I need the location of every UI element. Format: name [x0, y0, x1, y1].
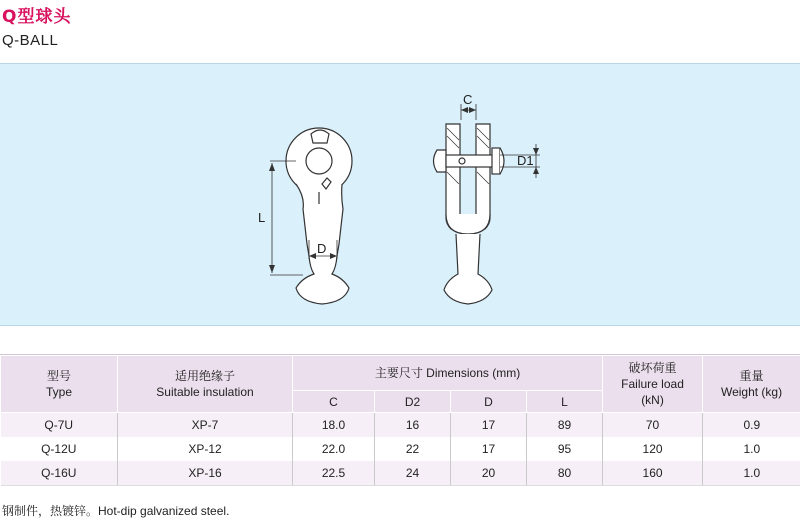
cell-insulation: XP-16 — [118, 461, 293, 486]
clevis-left-jaw — [446, 124, 460, 229]
header-weight: 重量 Weight (kg) — [703, 356, 800, 413]
cell-load: 160 — [603, 461, 703, 486]
cell-type: Q-12U — [1, 437, 118, 461]
label-l: L — [258, 210, 266, 225]
bolt-head — [434, 150, 447, 172]
cell-type: Q-16U — [1, 461, 118, 486]
header-dim-c: C — [293, 391, 375, 413]
header-dim-d: D — [451, 391, 527, 413]
product-title-en: Q-BALL — [2, 32, 59, 49]
cell-weight: 1.0 — [703, 437, 800, 461]
cell-d: 17 — [451, 413, 527, 438]
cell-d2: 24 — [375, 461, 451, 486]
cell-c: 22.0 — [293, 437, 375, 461]
bolt-nut — [492, 148, 500, 174]
table-row — [1, 413, 800, 438]
side-neck-outline — [444, 234, 492, 304]
cell-load: 70 — [603, 413, 703, 438]
technical-drawing — [0, 64, 800, 325]
cell-c: 18.0 — [293, 413, 375, 438]
spec-table — [0, 355, 800, 486]
header-insulation: 适用绝缘子 Suitable insulation — [118, 356, 293, 413]
footnote: 钢制件，热镀锌。Hot-dip galvanized steel. — [2, 504, 230, 518]
table-row — [1, 461, 800, 486]
cotter-pin-head — [311, 130, 329, 143]
cell-c: 22.5 — [293, 461, 375, 486]
technical-drawing-panel — [0, 63, 800, 326]
label-d: D — [317, 241, 327, 256]
header-dimensions: 主要尺寸 Dimensions (mm) — [293, 356, 603, 391]
cell-l: 95 — [527, 437, 603, 461]
cell-l: 80 — [527, 461, 603, 486]
cell-l: 89 — [527, 413, 603, 438]
product-title-cn: Q型球头 — [2, 7, 72, 27]
cell-load: 120 — [603, 437, 703, 461]
header-failure-load: 破坏荷重 Failure load (kN) — [603, 356, 703, 413]
cell-d: 20 — [451, 461, 527, 486]
cell-type: Q-7U — [1, 413, 118, 438]
label-d1: D1 — [517, 153, 534, 168]
cell-insulation: XP-7 — [118, 413, 293, 438]
cell-weight: 1.0 — [703, 461, 800, 486]
clevis-right-jaw — [476, 124, 490, 229]
header-dim-d2: D2 — [375, 391, 451, 413]
clevis-bridge — [446, 214, 490, 234]
cell-weight: 0.9 — [703, 413, 800, 438]
cell-insulation: XP-12 — [118, 437, 293, 461]
label-c: C — [463, 92, 473, 107]
cell-d: 17 — [451, 437, 527, 461]
cell-d2: 16 — [375, 413, 451, 438]
header-dim-l: L — [527, 391, 603, 413]
cell-d2: 22 — [375, 437, 451, 461]
table-row — [1, 437, 800, 461]
header-type: 型号 Type — [1, 356, 118, 413]
